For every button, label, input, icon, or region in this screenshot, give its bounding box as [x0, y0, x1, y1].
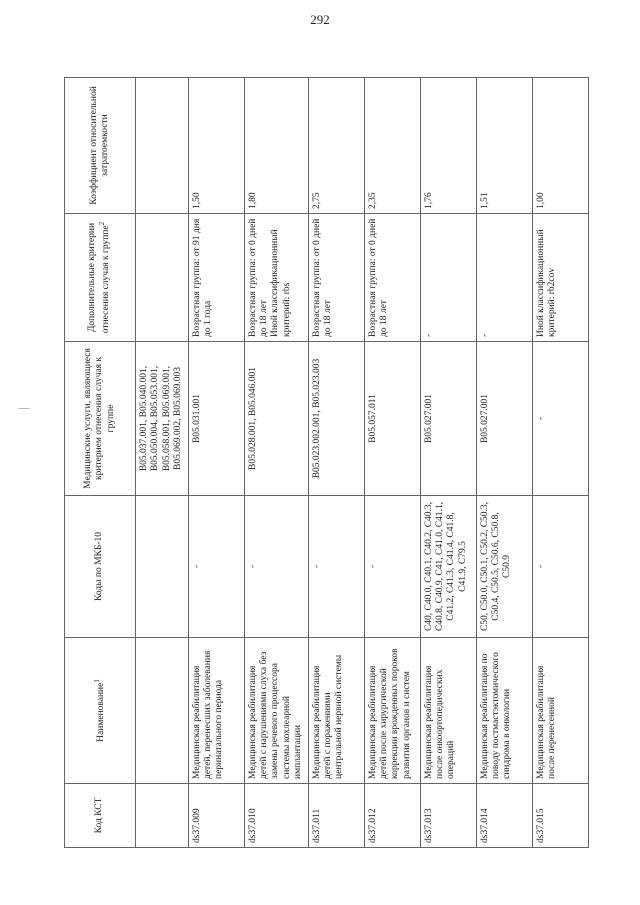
cell-name: Медицинская реабилитация детей после хирургической коррекции врожденных пороков развития органов и систем: [364, 638, 420, 784]
cell-mkb: C40, C40.0, C40.1, C40.2, C40.3, C40.8, C40.9, C41, C41.0, C41.1, C41.2, C41.3, C41.4, C41.8, C41.9, C79.5: [420, 496, 476, 638]
cell-criteria: -: [420, 214, 476, 342]
cell-criteria: Возрастная группа: от 91 дня до 1 года: [188, 214, 244, 342]
cell-mkb: -: [244, 496, 308, 638]
page-number: 292: [310, 12, 330, 27]
cell-services: B05.057.011: [364, 342, 420, 496]
table-row: [136, 78, 189, 848]
cell-name: Медицинская реабилитация детей с нарушениями слуха без замены речевого процессора системы кохлеарной имплантации: [244, 638, 308, 784]
cell-services: B05.037.001, B05.040.001, B05.050.004, B05.053.001, B05.058.001, B05.069.001, B05.069.002, B05.069.003: [136, 342, 189, 496]
table-row: [244, 78, 308, 848]
cell-name: Медицинская реабилитация после перенесенной: [532, 638, 588, 784]
cell-coefficient: 1,00: [532, 78, 588, 214]
table-header-row: [65, 78, 136, 848]
cell-mkb: -: [308, 496, 364, 638]
cell-criteria: Возрастная группа: от 0 дней до 18 лет Иной классификационный критерий: rbs: [244, 214, 308, 342]
cell-services: B05.027.001: [420, 342, 476, 496]
cell-mkb: -: [188, 496, 244, 638]
cell-criteria: -: [476, 214, 532, 342]
header-criteria-footnote: 2: [98, 221, 107, 226]
cell-coefficient: 1,80: [244, 78, 308, 214]
table-row: [188, 78, 244, 848]
cell-mkb: [136, 496, 189, 638]
cell-services: B05.031.001: [188, 342, 244, 496]
header-coefficient: Коэффициент относительной затратоемкости: [65, 78, 136, 214]
header-services: Медицинские услуги, являющиеся критерием отнесения случая к группе: [65, 342, 136, 496]
cell-coefficient: [136, 78, 189, 214]
cell-coefficient: 2,75: [308, 78, 364, 214]
cell-code: [136, 784, 189, 848]
cell-name: Медицинская реабилитация детей, перенесших заболевания перинатального периода: [188, 638, 244, 784]
header-criteria: Дополнительные критерии отнесения случая к группе$^2$: [65, 214, 136, 342]
cell-services: B05.023.002.001, B05.023.003: [308, 342, 364, 496]
table-row: [532, 78, 588, 848]
cell-name: Медицинская реабилитация детей с поражениями центральной нервной системы: [308, 638, 364, 784]
cell-coefficient: 1,50: [188, 78, 244, 214]
cell-mkb: C50, C50.0, C50.1, C50.2, C50.3, C50.4, C50.5, C50.6, C50.8, C50.9: [476, 496, 532, 638]
cell-criteria: Иной классификационный критерий: rb2cov: [532, 214, 588, 342]
cell-services: B05.028.001, B05.046.001: [244, 342, 308, 496]
cell-coefficient: 1,51: [476, 78, 532, 214]
cell-coefficient: 1,76: [420, 78, 476, 214]
cell-name: Медицинская реабилитация после онкоортопедических операций: [420, 638, 476, 784]
cell-mkb: -: [532, 496, 588, 638]
table-row: [420, 78, 476, 848]
header-name-footnote: 1: [92, 679, 101, 683]
rotated-table-area: [64, 78, 557, 848]
table-body: [136, 78, 589, 848]
cell-criteria: Возрастная группа: от 0 дней до 18 лет: [308, 214, 364, 342]
cell-criteria: [136, 214, 189, 342]
cell-code: ds37.012: [364, 784, 420, 848]
cell-name: Медицинская реабилитация по поводу постмастэктомического синдрома в онкологии: [476, 638, 532, 784]
cell-code: ds37.013: [420, 784, 476, 848]
cell-name: [136, 638, 189, 784]
cell-services: B05.027.001: [476, 342, 532, 496]
header-code: Код КСТ: [65, 784, 136, 848]
header-mkb: Коды по МКБ-10: [65, 496, 136, 638]
table-row: [308, 78, 364, 848]
tariff-table: [64, 77, 589, 848]
table-row: [364, 78, 420, 848]
cell-mkb: -: [364, 496, 420, 638]
cell-services: -: [532, 342, 588, 496]
table-row: [476, 78, 532, 848]
header-name: Наименование$^1$: [65, 638, 136, 784]
scan-mark: [18, 408, 30, 409]
cell-code: ds37.015: [532, 784, 588, 848]
cell-code: ds37.011: [308, 784, 364, 848]
cell-coefficient: 2,35: [364, 78, 420, 214]
cell-criteria: Возрастная группа: от 0 дней до 18 лет: [364, 214, 420, 342]
cell-code: ds37.014: [476, 784, 532, 848]
tariff-table-wrapper: [64, 78, 557, 848]
cell-code: ds37.010: [244, 784, 308, 848]
cell-code: ds37.009: [188, 784, 244, 848]
